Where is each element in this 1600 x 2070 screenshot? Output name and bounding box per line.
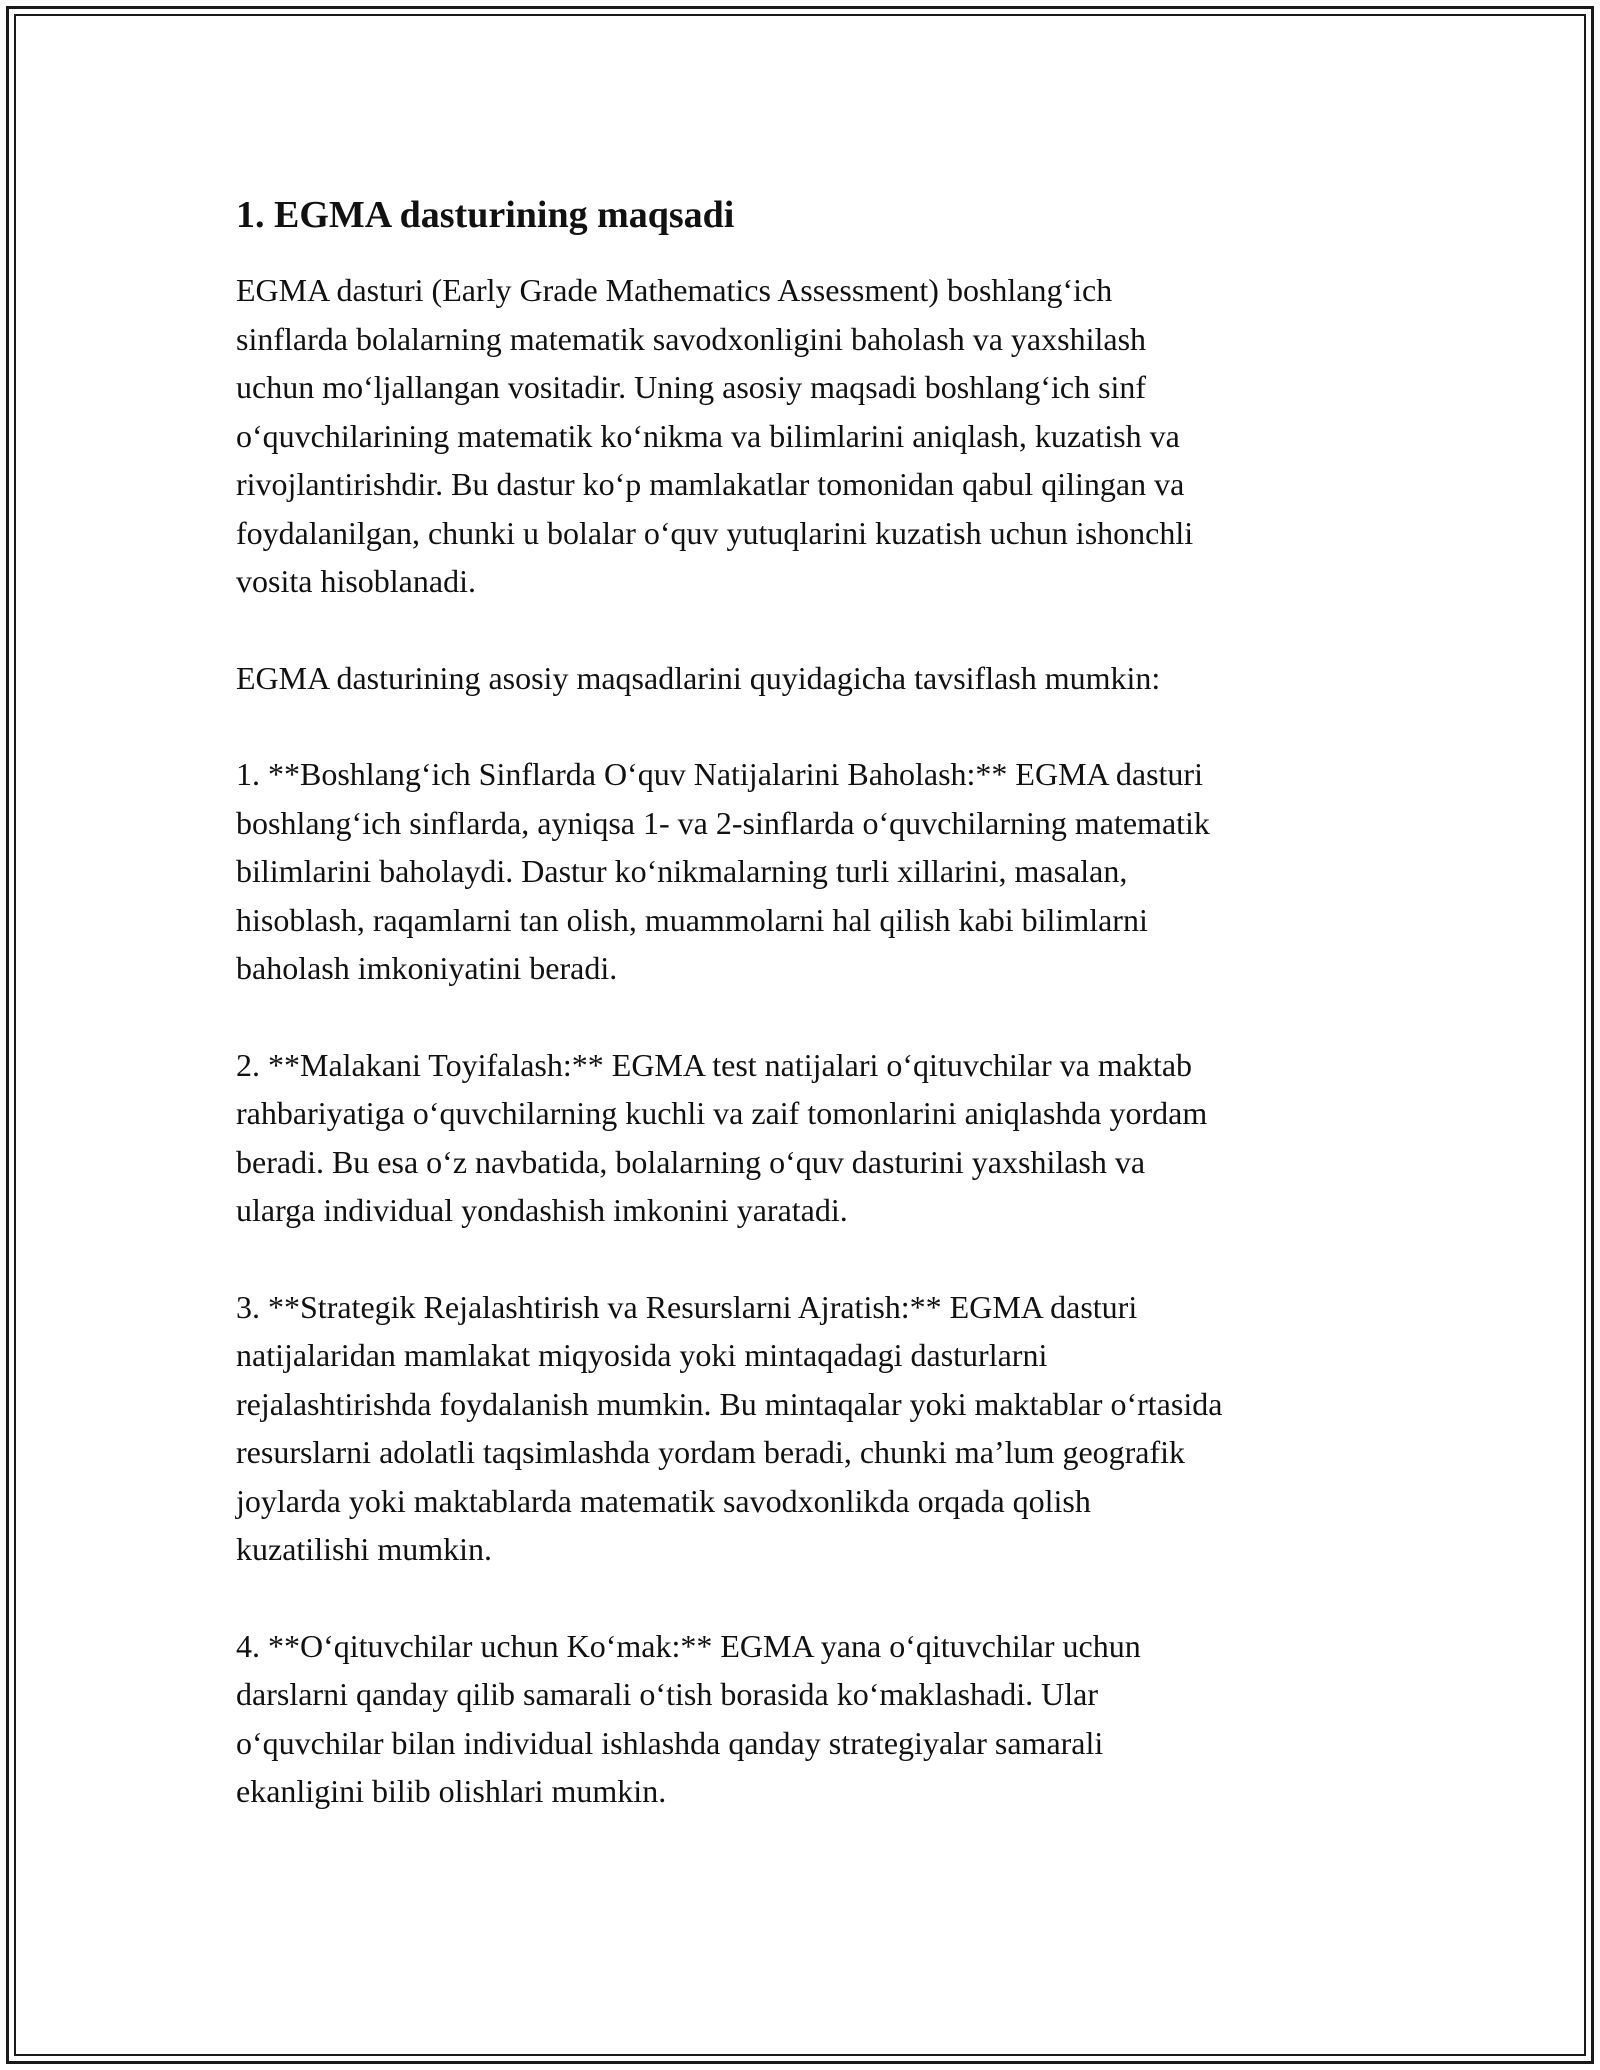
goal-item-2: 2. **Malakani Toyifalash:** EGMA test natijalari o‘qituvchilar va maktab rahbariyatiga o‘quvchilarning kuchli va zaif tomonlarini aniqlashda yordam beradi. Bu esa o‘z navbatida, bolalarning o‘quv dasturini yaxshilash va ularga individual yondashish imkonini yaratadi. — [236, 1046, 1208, 1228]
goal-item-1: 1. **Boshlang‘ich Sinflarda O‘quv Natijalarini Baholash:** EGMA dasturi boshlang‘ich sinflarda, ayniqsa 1- va 2-sinflarda o‘quvchilarning matematik bilimlarini baholaydi. Dastur ko‘nikmalarning turli xillarini, masalan, hisoblash, raqamlarni tan olish, muammolarni hal qilish kabi bilimlarni baholash imkoniyatini beradi. — [236, 756, 1210, 986]
goal-item-4: 4. **O‘qituvchilar uchun Ko‘mak:** EGMA yana o‘qituvchilar uchun darslarni qanday qilib samarali o‘tish borasida ko‘maklashadi. Ular o‘quvchilar bilan individual ishlashda qanday strategiyalar samarali ekanligini bilib olishlari mumkin. — [236, 1627, 1141, 1809]
section-heading: 1. EGMA dasturining maqsadi — [236, 194, 735, 236]
intro-paragraph: EGMA dasturi (Early Grade Mathematics Assessment) boshlang‘ich sinflarda bolalarning matematik savodxonligini baholash va yaxshilash uchun mo‘ljallangan vositadir. Uning asosiy maqsadi boshlang‘ich sinf o‘quvchilarining matematik ko‘nikma va bilimlarini aniqlash, kuzatish va rivojlantirishdir. Bu dastur ko‘p mamlakatlar tomonidan qabul qilingan va foydalanilgan, chunki u bolalar o‘quv yutuqlarini kuzatish uchun ishonchli vosita hisoblanadi. — [236, 272, 1194, 599]
goals-lead-paragraph: EGMA dasturining asosiy maqsadlarini quyidagicha tavsiflash mumkin: — [236, 659, 1161, 696]
document-body — [236, 184, 1386, 1864]
goal-item-3: 3. **Strategik Rejalashtirish va Resurslarni Ajratish:** EGMA dasturi natijalaridan mamlakat miqyosida yoki mintaqadagi dasturlarni rejalashtirishda foydalanish mumkin. Bu mintaqalar yoki maktablar o‘rtasida resurslarni adolatli taqsimlashda yordam beradi, chunki ma’lum geografik joylarda yoki maktablarda matematik savodxonlikda orqada qolish kuzatilishi mumkin. — [236, 1288, 1223, 1567]
